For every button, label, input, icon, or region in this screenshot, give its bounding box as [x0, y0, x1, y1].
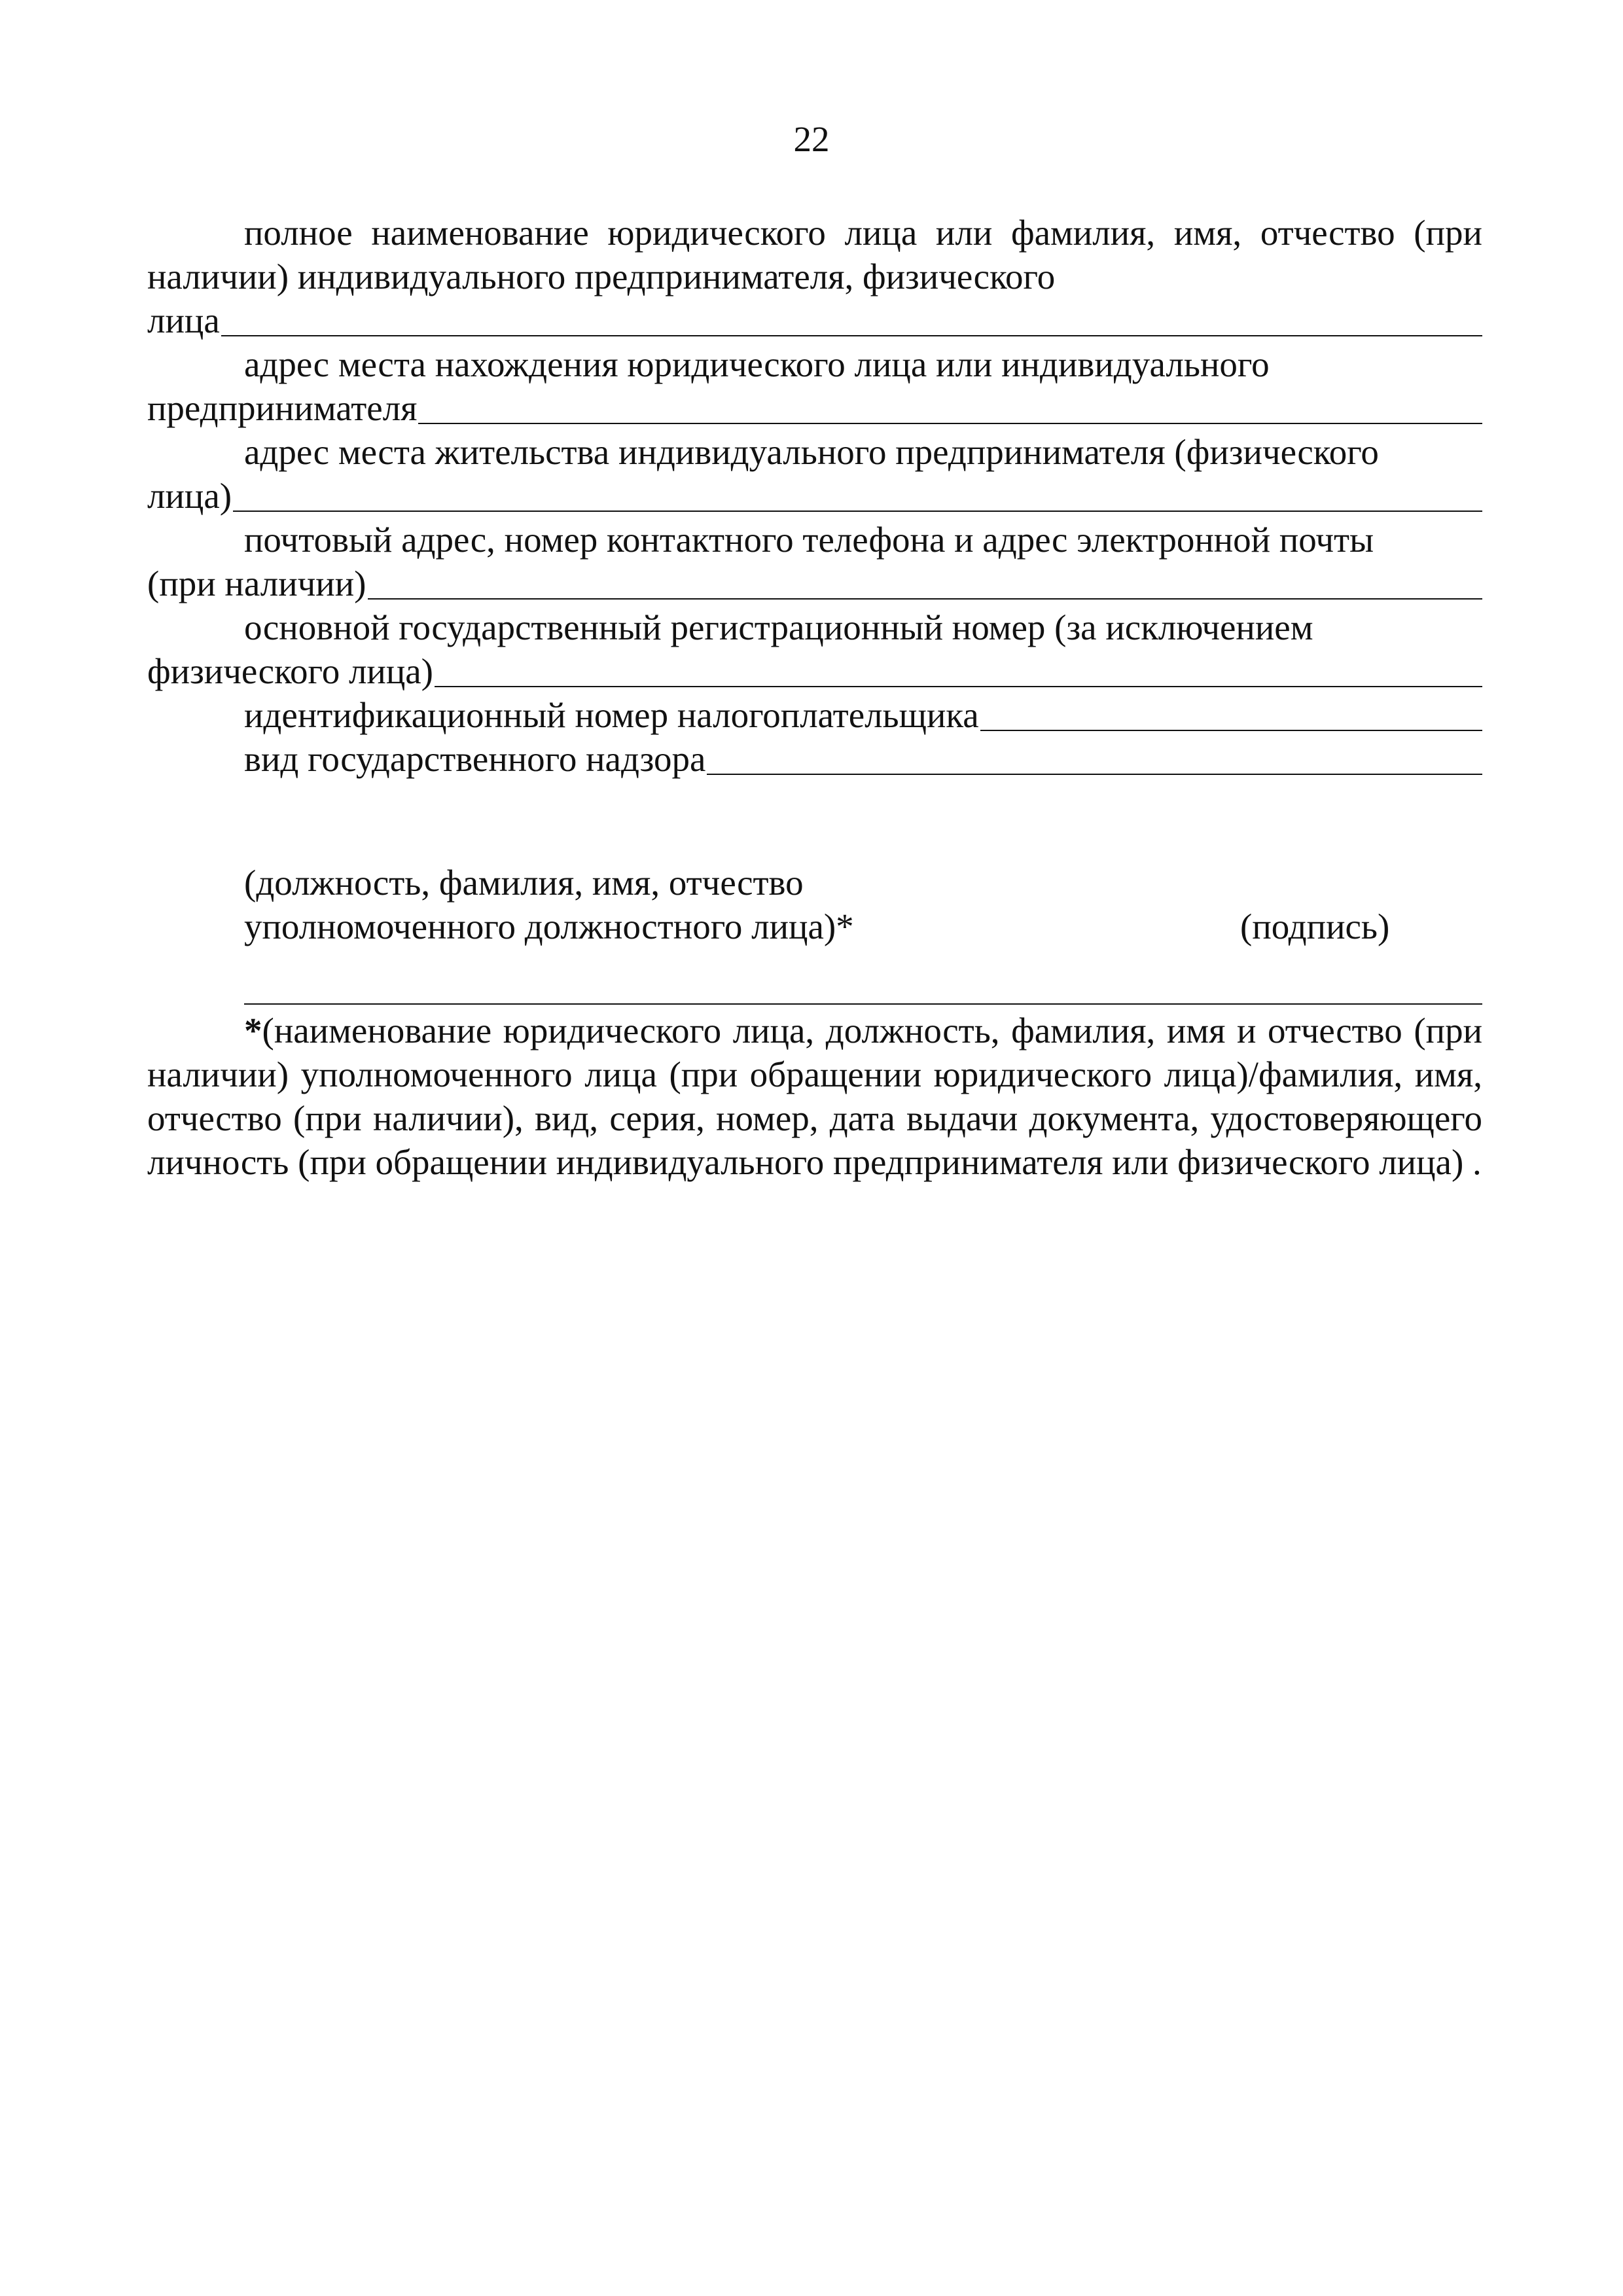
contact-blank-line[interactable] — [368, 598, 1483, 600]
residence-address-blank-line[interactable] — [233, 510, 1482, 512]
footnote-text: (наименование юридического лица, должность, фамилия, имя и отчество (при наличии) уполномоченного лица (при обращении юридического лица)/фамилия, имя, отчество (при наличии), вид, серия, номер, дата выдачи документа, удостоверяющего личность (при обращении индивидуального предпринимателя или физического лица) . — [147, 1011, 1482, 1182]
full-name-caption: полное наименование юридического лица или фамилия, имя, отчество (при наличии) индивидуального предпринимателя, физического — [147, 213, 1482, 296]
supervision-type-label: вид государственного надзора — [244, 739, 706, 779]
ogrn-blank-line[interactable] — [435, 685, 1482, 687]
full-name-blank-line[interactable] — [221, 334, 1482, 336]
supervision-type-field — [147, 737, 1482, 781]
contact-field — [147, 562, 1482, 605]
legal-address-caption: адрес места нахождения юридического лица или индивидуального — [244, 344, 1270, 384]
ogrn-field — [147, 649, 1482, 693]
residence-address-label: лица) — [147, 476, 232, 516]
official-position-caption — [244, 861, 854, 948]
full-name-field — [147, 298, 1482, 342]
contact-label: (при наличии) — [147, 564, 366, 603]
footnote-paragraph — [147, 1009, 1482, 1184]
legal-address-blank-line[interactable] — [418, 422, 1482, 424]
residence-address-caption: адрес места жительства индивидуального предпринимателя (физического — [244, 432, 1379, 472]
footnote-asterisk: * — [244, 1011, 262, 1050]
legal-address-field — [147, 386, 1482, 430]
inn-label: идентификационный номер налогоплательщика — [244, 695, 979, 735]
full-name-label: лица — [147, 300, 220, 340]
inn-field — [147, 693, 1482, 737]
residence-address-field — [147, 474, 1482, 518]
signature-caption: (подпись) — [1240, 906, 1390, 946]
official-position-line1: (должность, фамилия, имя, отчество — [244, 863, 804, 903]
form-content — [147, 211, 1482, 1184]
contact-caption: почтовый адрес, номер контактного телефона и адрес электронной почты — [244, 520, 1374, 560]
legal-address-label: предпринимателя — [147, 388, 418, 428]
supervision-type-blank-line[interactable] — [707, 773, 1482, 775]
signature-block — [147, 861, 1482, 985]
ogrn-caption: основной государственный регистрационный номер (за исключением — [244, 607, 1313, 647]
ogrn-label: физического лица) — [147, 651, 433, 691]
official-position-line2: уполномоченного должностного лица)* — [244, 906, 854, 946]
footnote-separator-line — [244, 1003, 1482, 1005]
inn-blank-line[interactable] — [980, 729, 1482, 731]
page-number: 22 — [793, 119, 830, 159]
